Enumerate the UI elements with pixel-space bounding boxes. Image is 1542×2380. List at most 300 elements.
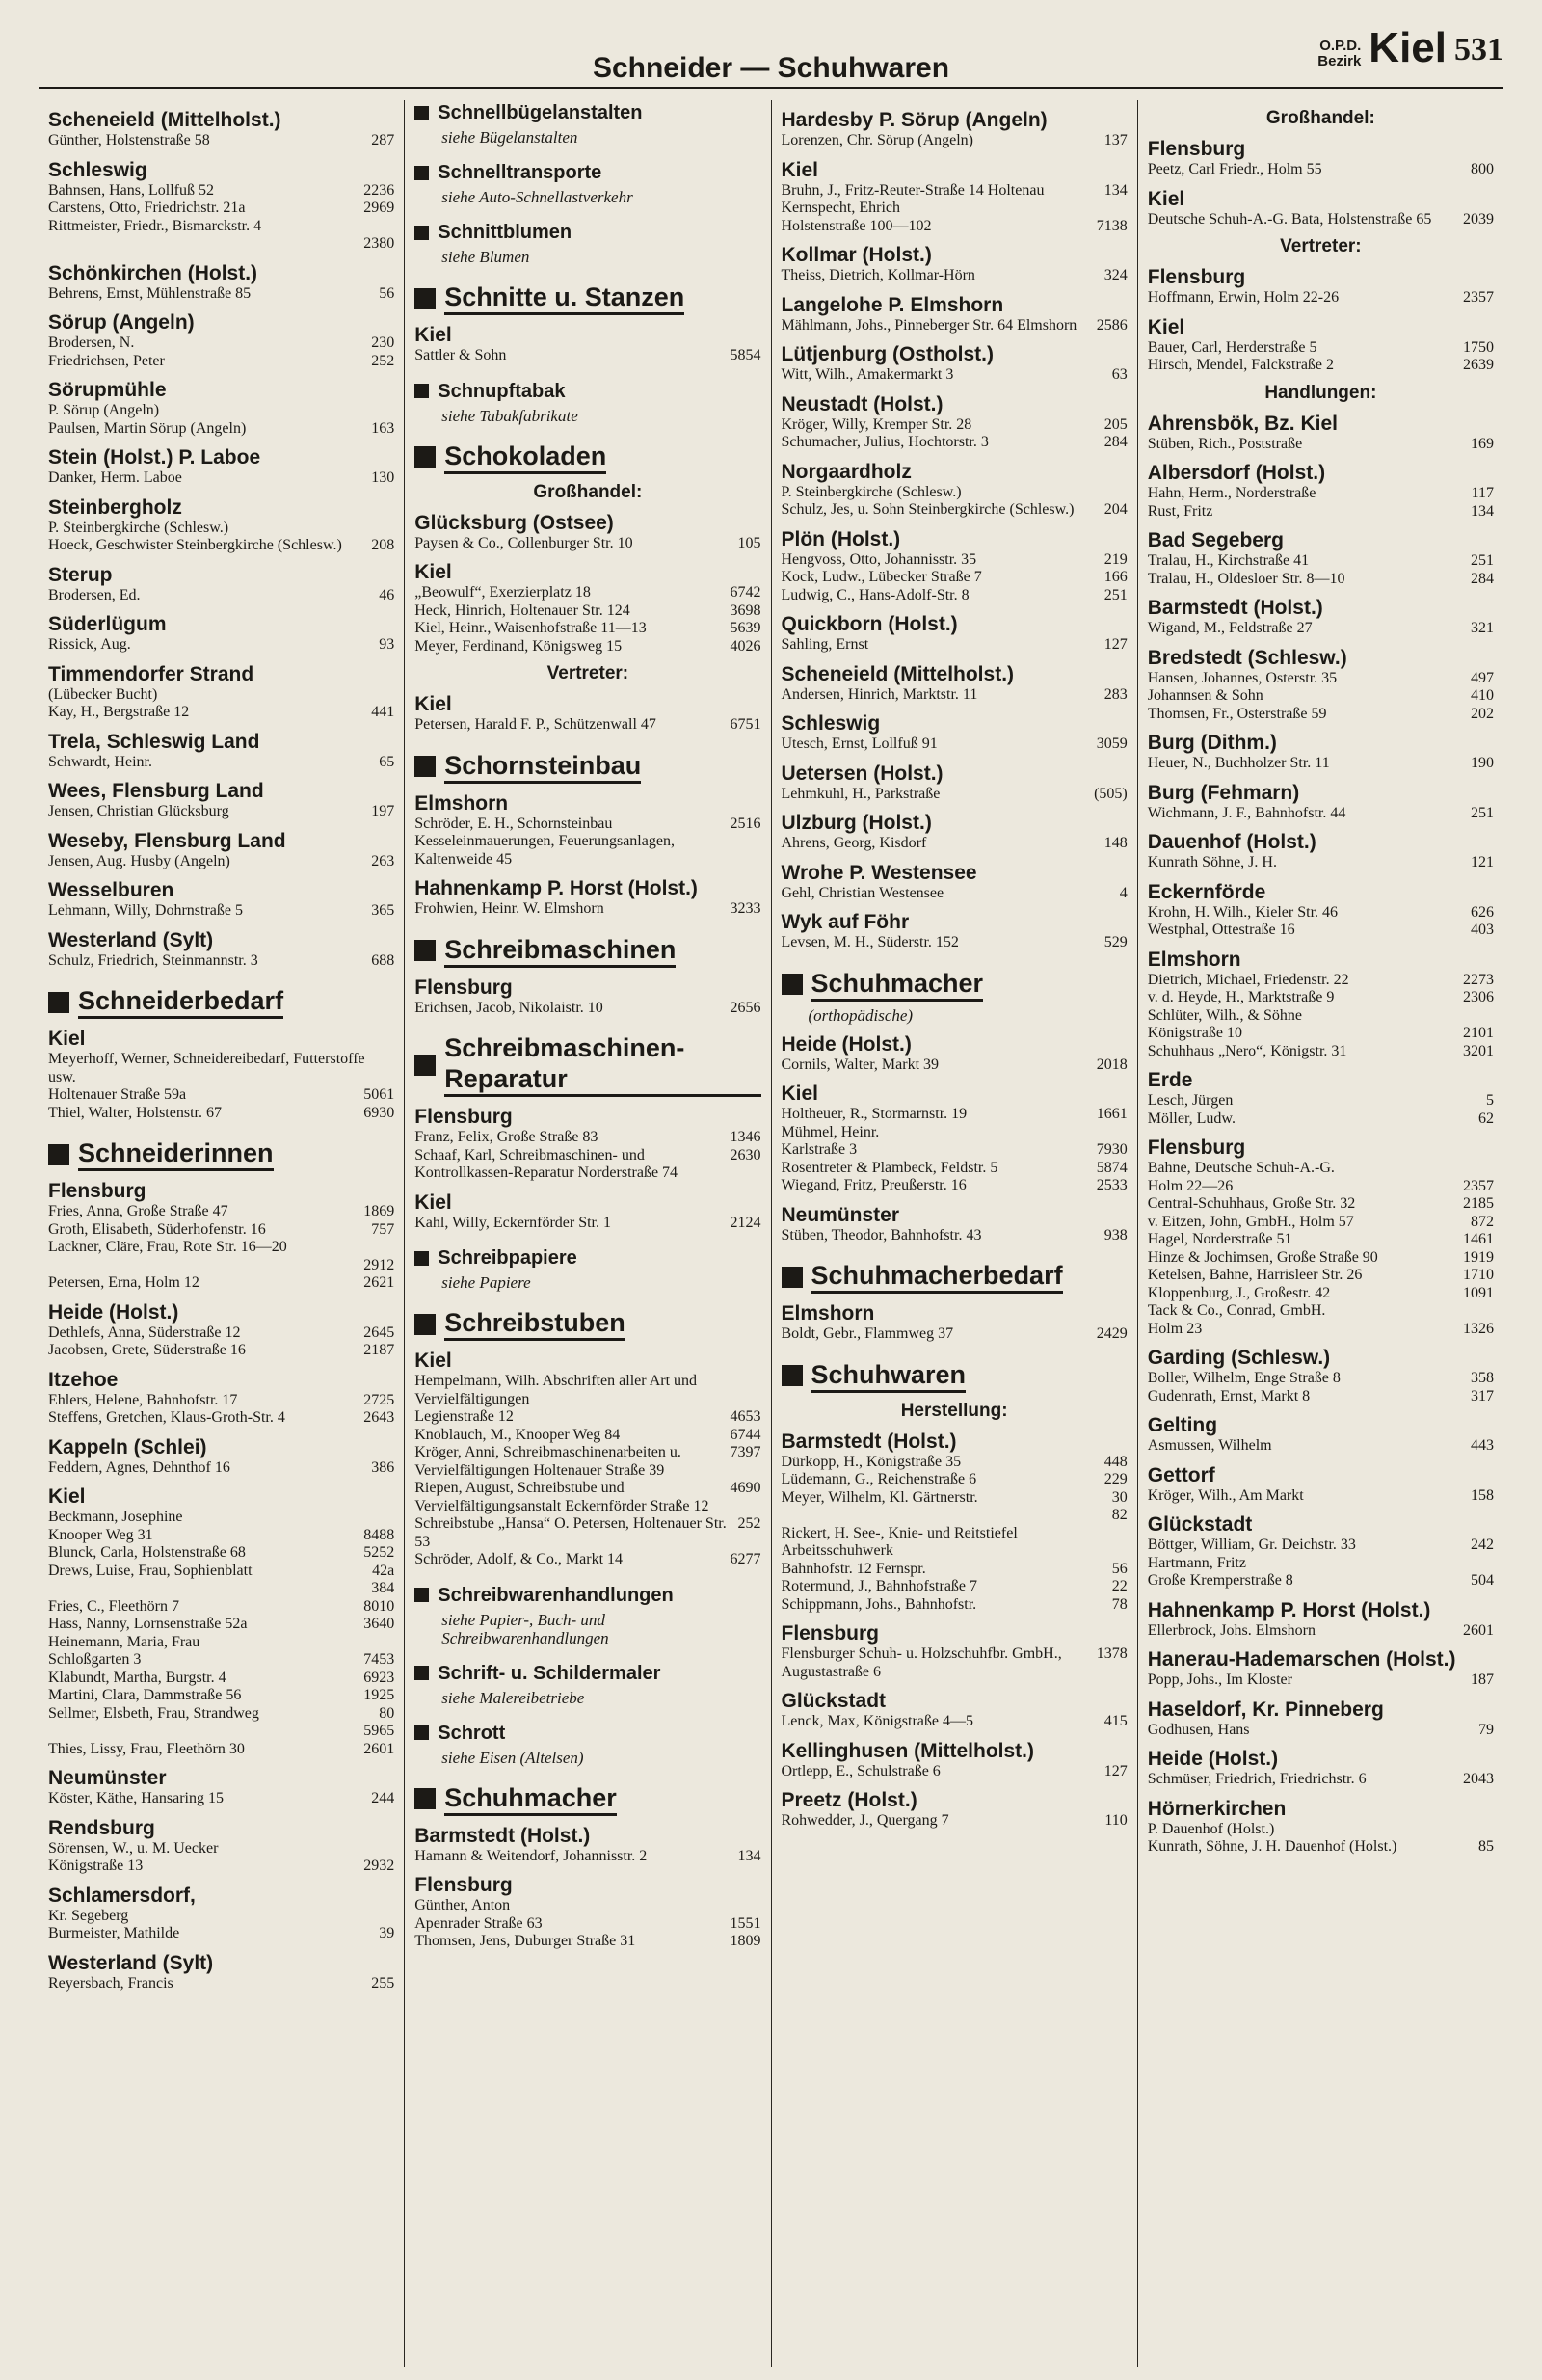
list-item <box>48 1051 394 1086</box>
section-heading <box>414 222 760 243</box>
list-item <box>1148 485 1494 503</box>
entry-text: Franz, Felix, Große Straße 83 <box>414 1129 598 1145</box>
list-item <box>1148 1231 1494 1249</box>
list-item <box>48 182 394 201</box>
list-item <box>48 1563 394 1581</box>
entry-text: Tralau, H., Oldesloer Str. 8—10 <box>1147 570 1345 587</box>
place-heading: Steinbergholz <box>48 495 182 519</box>
place-heading: Glücksburg (Ostsee) <box>414 511 614 534</box>
phone-number: 197 <box>371 803 395 819</box>
place-heading: Barmstedt (Holst.) <box>414 1824 591 1847</box>
place-heading: Flensburg <box>1147 138 1246 160</box>
entry-text: Hahn, Herm., Norderstraße <box>1147 485 1316 501</box>
entry-text: Central-Schuhhaus, Große Str. 32 <box>1147 1195 1356 1212</box>
list-item <box>782 551 1128 570</box>
list-item <box>1148 289 1494 308</box>
place-heading: Haseldorf, Kr. Pinneberg <box>1147 1698 1384 1721</box>
section-note: siehe Eisen (Altelsen) <box>441 1748 584 1767</box>
list-item <box>48 1840 394 1859</box>
phone-number: 4653 <box>730 1408 761 1425</box>
phone-number: 166 <box>1103 569 1128 585</box>
list-item <box>48 1392 394 1410</box>
phone-number: 30 <box>1111 1488 1128 1506</box>
section-bullet-icon <box>414 1666 429 1680</box>
entry-text <box>48 235 356 254</box>
place-heading: Kiel <box>414 324 452 346</box>
place-heading: Neumünster <box>48 1767 167 1789</box>
phone-number: 263 <box>371 852 395 869</box>
entry-text: Jacobsen, Grete, Süderstraße 16 <box>48 1342 246 1358</box>
phone-number: 1661 <box>1096 1106 1128 1122</box>
section-heading <box>414 1723 760 1744</box>
place-heading: Flensburg <box>414 976 513 999</box>
list-item <box>782 1325 1128 1344</box>
subsection-heading: Großhandel: <box>1265 108 1375 128</box>
list-item <box>48 1925 394 1943</box>
list-item <box>1148 922 1494 940</box>
list-item <box>48 1858 394 1876</box>
entry-text: Meyer, Ferdinand, Königsweg 15 <box>414 637 623 655</box>
phone-number: 127 <box>1103 1762 1128 1779</box>
page-header <box>39 25 1503 89</box>
entry-text: Schuhhaus „Nero“, Königstr. 31 <box>1147 1042 1347 1059</box>
entry-text: Rosentreter & Plambeck, Feldstr. 5 <box>781 1159 998 1176</box>
entry-text: Brodersen, Ed. <box>48 586 141 603</box>
entry-text: Witt, Wilh., Amakermarkt 3 <box>781 366 954 383</box>
place-heading: Heide (Holst.) <box>48 1300 179 1324</box>
entry-text: Ehlers, Helene, Bahnhofstr. 17 <box>48 1391 238 1408</box>
entry-text: Schmüser, Friedrich, Friedrichstr. 6 <box>1147 1771 1367 1787</box>
list-item <box>1148 211 1494 229</box>
entry-text: Hagel, Norderstraße 51 <box>1147 1231 1292 1247</box>
entry-text: Heck, Hinrich, Holtenauer Str. 124 <box>414 602 630 619</box>
list-item <box>48 1274 394 1293</box>
place-heading: Burg (Fehmarn) <box>1147 781 1300 804</box>
entry-text: Kock, Ludw., Lübecker Straße 7 <box>781 569 982 585</box>
place-heading: Ahrensbök, Bz. Kiel <box>1147 412 1338 435</box>
subsection-heading: Vertreter: <box>1280 236 1362 256</box>
list-item <box>782 786 1128 804</box>
phone-number: 2187 <box>363 1342 395 1358</box>
list-item <box>782 182 1128 201</box>
entry-text: Rissick, Aug. <box>48 636 131 653</box>
section-note: siehe Blumen <box>441 248 530 266</box>
place-heading: Weseby, Flensburg Land <box>48 829 286 852</box>
list-item <box>48 1544 394 1563</box>
phone-number: 79 <box>1478 1721 1494 1738</box>
list-item <box>414 1427 760 1445</box>
entry-text: Königstraße 10 <box>1147 1025 1242 1041</box>
entry-text: Boldt, Gebr., Flammweg 37 <box>781 1325 954 1342</box>
list-item <box>48 803 394 821</box>
phone-number: 62 <box>1478 1110 1494 1127</box>
phone-number: 688 <box>371 951 395 969</box>
section-note: siehe Papier-, Buch- und Schreibwarenhandlungen <box>441 1610 609 1647</box>
entry-text: Kröger, Wilh., Am Markt <box>1147 1486 1304 1504</box>
list-item <box>1148 687 1494 706</box>
list-item <box>414 1848 760 1866</box>
list-item <box>1148 1178 1494 1196</box>
phone-number: 1809 <box>730 1933 761 1949</box>
list-item <box>48 754 394 772</box>
list-item <box>48 902 394 921</box>
phone-number: 5 <box>1486 1092 1494 1109</box>
entry-text: Andersen, Hinrich, Marktstr. 11 <box>781 685 978 703</box>
entry-text: v. Eitzen, John, GmbH., Holm 57 <box>1147 1213 1354 1230</box>
list-item <box>48 1239 394 1257</box>
list-item <box>414 347 760 365</box>
phone-number: 244 <box>371 1790 395 1806</box>
entry-text: Theiss, Dietrich, Kollmar-Hörn <box>781 267 975 283</box>
place-heading: Timmendorfer Strand <box>48 662 254 685</box>
entry-text: Deutsche Schuh-A.-G. Bata, Holstenstraße 65 <box>1147 210 1432 227</box>
phone-number: 1091 <box>1463 1284 1494 1301</box>
entry-text: Dietrich, Michael, Friedenstr. 22 <box>1147 971 1349 988</box>
entry-text: Bahnsen, Hans, Lollfuß 52 <box>48 181 214 199</box>
list-item <box>1148 854 1494 872</box>
phone-number: 230 <box>371 334 395 351</box>
place-heading: Scheneield (Mittelholst.) <box>48 109 281 131</box>
entry-text: Rust, Fritz <box>1147 502 1213 520</box>
list-item <box>782 1561 1128 1579</box>
phone-number: 78 <box>1111 1595 1128 1613</box>
entry-text: Sahling, Ernst <box>781 636 869 653</box>
entry-text: Meyerhoff, Werner, Schneidereibedarf, Futterstoffe usw. <box>48 1051 365 1085</box>
place-heading: Hahnenkamp P. Horst (Holst.) <box>414 877 698 899</box>
section-title: Schneiderinnen <box>78 1137 274 1171</box>
phone-number: 190 <box>1471 755 1494 771</box>
entry-text: Behrens, Ernst, Mühlenstraße 85 <box>48 284 252 302</box>
section-title: Schuhmacher <box>811 968 984 1002</box>
list-item <box>48 1324 394 1343</box>
section-heading <box>414 934 760 968</box>
entry-text: Feddern, Agnes, Dehnthof 16 <box>48 1458 230 1476</box>
entry-text: Bruhn, J., Fritz-Reuter-Straße 14 Holtenau <box>781 181 1045 199</box>
list-item <box>1148 1622 1494 1641</box>
section-title: Schrift- u. Schildermaler <box>438 1662 661 1684</box>
phone-number: 2656 <box>730 999 761 1016</box>
place-heading: Erde <box>1147 1069 1193 1091</box>
section-heading <box>414 1247 760 1269</box>
list-item <box>782 1713 1128 1731</box>
entry-text: Lenck, Max, Königstraße 4—5 <box>781 1713 974 1729</box>
phone-number: 2273 <box>1463 971 1494 988</box>
section-bullet-icon <box>414 384 429 398</box>
phone-number: 410 <box>1471 687 1494 704</box>
phone-number: 2639 <box>1463 357 1494 373</box>
phone-number: 6751 <box>730 716 761 733</box>
entry-text: Hansen, Johannes, Osterstr. 35 <box>1147 669 1338 686</box>
place-heading: Kiel <box>1147 315 1185 338</box>
section-note: siehe Bügelanstalten <box>441 128 578 147</box>
phone-number: 386 <box>371 1458 395 1476</box>
entry-text: Dürkopp, H., Königstraße 35 <box>781 1453 962 1470</box>
list-item <box>48 704 394 722</box>
section-bullet-icon <box>414 226 429 240</box>
section-title: Schnittblumen <box>438 222 572 243</box>
entry-text: Schröder, E. H., Schornsteinbau Kesseleinmauerungen, Feuerungsanlagen, Kaltenweide 45 <box>414 815 675 868</box>
phone-number: 22 <box>1111 1578 1128 1594</box>
list-item <box>48 1409 394 1428</box>
entry-text: Möller, Ludw. <box>1147 1110 1236 1127</box>
list-item <box>414 1897 760 1915</box>
entry-text: Kröger, Willy, Kremper Str. 28 <box>781 415 972 433</box>
list-item <box>782 1525 1128 1561</box>
list-item <box>414 1515 760 1551</box>
entry-text: Thomsen, Jens, Duburger Straße 31 <box>414 1933 636 1949</box>
section-heading <box>782 1260 1128 1294</box>
list-item <box>1148 1043 1494 1061</box>
place-heading: Gelting <box>1147 1414 1218 1436</box>
list-item <box>782 1177 1128 1195</box>
list-item <box>782 218 1128 236</box>
place-heading: Kellinghusen (Mittelholst.) <box>781 1739 1034 1762</box>
place-heading: Barmstedt (Holst.) <box>781 1430 957 1453</box>
entry-text: Reyersbach, Francis <box>48 1974 173 1992</box>
phone-number: 6744 <box>730 1426 761 1443</box>
entry-text: Blunck, Carla, Holstenstraße 68 <box>48 1544 246 1561</box>
entry-text: Sattler & Sohn <box>414 347 507 363</box>
list-item <box>782 569 1128 587</box>
entry-text: Sörensen, W., u. M. Uecker <box>48 1839 219 1857</box>
list-item <box>1148 1838 1494 1857</box>
list-item <box>1148 670 1494 688</box>
phone-number: 365 <box>371 902 395 919</box>
opd-district-label <box>1317 39 1361 69</box>
entry-text: Rickert, H. See-, Knie- und Reitstiefel Arbeitsschuhwerk <box>781 1524 1018 1559</box>
bezirk-label: Bezirk <box>1317 53 1362 69</box>
list-item <box>48 353 394 371</box>
phone-number: 4690 <box>730 1480 761 1496</box>
phone-number: 2912 <box>363 1256 395 1273</box>
phone-number: 117 <box>1471 485 1494 501</box>
section-heading <box>414 281 760 315</box>
list-item <box>782 434 1128 452</box>
entry-text: Hartmann, Fritz <box>1147 1554 1246 1571</box>
phone-number: 3233 <box>730 900 761 917</box>
section-note: siehe Auto-Schnellastverkehr <box>441 188 633 206</box>
entry-text <box>48 1580 363 1598</box>
list-item <box>48 132 394 150</box>
entry-text: Levsen, M. H., Süderstr. 152 <box>781 934 959 950</box>
list-item <box>1148 1007 1494 1026</box>
entry-text: Petersen, Harald F. P., Schützenwall 47 <box>414 716 656 733</box>
entry-text: Brodersen, N. <box>48 334 135 351</box>
entry-text: Rohwedder, J., Quergang 7 <box>781 1812 949 1829</box>
phone-number: 148 <box>1103 835 1128 851</box>
entry-text: Paysen & Co., Collenburger Str. 10 <box>414 534 633 551</box>
place-heading: Glückstadt <box>1147 1513 1253 1536</box>
list-item <box>1148 1487 1494 1506</box>
place-heading: Elmshorn <box>414 791 509 815</box>
place-heading: Schleswig <box>781 712 881 735</box>
phone-number: 403 <box>1471 922 1494 938</box>
place-heading: Preetz (Holst.) <box>781 1789 917 1811</box>
list-item <box>48 218 394 236</box>
phone-number: 283 <box>1103 685 1128 703</box>
entry-text: Schulz, Friedrich, Steinmannstr. 3 <box>48 951 258 969</box>
list-item <box>48 1908 394 1926</box>
entry-text <box>782 1507 1104 1525</box>
place-heading: Kiel <box>48 1485 86 1508</box>
entry-text: Paulsen, Martin Sörup (Angeln) <box>48 419 247 437</box>
list-item <box>48 1459 394 1478</box>
list-item <box>48 853 394 871</box>
list-item <box>48 1651 394 1670</box>
place-heading: Bredstedt (Schlesw.) <box>1147 646 1347 669</box>
phone-number: 127 <box>1103 636 1128 653</box>
place-heading: Kiel <box>1147 187 1185 210</box>
entry-text: P. Steinbergkirche (Schlesw.) <box>48 519 229 536</box>
section-heading <box>414 1585 760 1606</box>
entry-text: Sellmer, Elsbeth, Frau, Strandweg <box>48 1704 259 1722</box>
entry-text: Danker, Herm. Laboe <box>48 469 182 486</box>
section-bullet-icon <box>414 288 436 309</box>
entry-text: Kunrath, Söhne, J. H. Dauenhof (Holst.) <box>1147 1838 1397 1855</box>
entry-text: Thomsen, Fr., Osterstraße 59 <box>1147 705 1327 722</box>
list-item <box>48 1203 394 1221</box>
list-item <box>414 638 760 656</box>
place-heading: Neustadt (Holst.) <box>781 392 944 415</box>
list-item <box>782 1160 1128 1178</box>
list-item <box>782 317 1128 335</box>
entry-text: Jensen, Aug. Husby (Angeln) <box>48 852 230 869</box>
place-heading: Hörnerkirchen <box>1147 1797 1287 1820</box>
entry-text: Knoblauch, M., Knooper Weg 84 <box>414 1426 621 1443</box>
section-title: Schreibmaschinen-Reparatur <box>444 1032 760 1097</box>
phone-number: 4 <box>1119 884 1128 901</box>
place-heading: Burg (Dithm.) <box>1147 732 1277 754</box>
entry-text: Westphal, Ottestraße 16 <box>1147 922 1295 938</box>
place-heading: Kiel <box>414 693 452 715</box>
entry-text: Frohwien, Heinr. W. Elmshorn <box>414 900 604 917</box>
list-item <box>1148 1555 1494 1573</box>
list-item <box>48 235 394 254</box>
entry-text: Peetz, Carl Friedr., Holm 55 <box>1147 161 1322 177</box>
list-item <box>782 200 1128 218</box>
phone-number: 497 <box>1471 669 1494 686</box>
place-heading: Eckernförde <box>1147 880 1266 903</box>
phone-number: 2185 <box>1463 1195 1494 1212</box>
entry-text: Tack & Co., Conrad, GmbH. <box>1147 1302 1326 1319</box>
list-item <box>414 1129 760 1147</box>
list-item <box>48 1741 394 1759</box>
phone-number: 2357 <box>1463 289 1494 306</box>
entry-text: Hirsch, Mendel, Falckstraße 2 <box>1147 357 1335 373</box>
section-bullet-icon <box>414 446 436 468</box>
entry-text: Schwardt, Heinr. <box>48 753 152 770</box>
phone-number: 65 <box>379 753 395 770</box>
entry-text: Klabundt, Martha, Burgstr. 4 <box>48 1669 226 1686</box>
phone-number: 255 <box>371 1974 395 1992</box>
phone-number: 317 <box>1471 1387 1494 1404</box>
phone-number: 4026 <box>730 637 761 655</box>
phone-number: 42a <box>372 1562 395 1579</box>
list-item <box>1148 1388 1494 1406</box>
phone-number: 7930 <box>1096 1141 1128 1158</box>
list-item <box>414 900 760 919</box>
list-item <box>1148 706 1494 724</box>
entry-text: Köster, Käthe, Hansaring 15 <box>48 1790 224 1806</box>
phone-number: 204 <box>1103 501 1128 518</box>
list-item <box>414 716 760 735</box>
list-item <box>48 952 394 971</box>
entry-text: Lehmann, Willy, Dohrnstraße 5 <box>48 902 243 919</box>
list-item <box>48 402 394 420</box>
phone-number: 6923 <box>363 1669 395 1686</box>
entry-text: Holtenauer Straße 59a <box>48 1086 187 1103</box>
list-item <box>48 1086 394 1105</box>
entry-text: Bauer, Carl, Herderstraße 5 <box>1147 338 1317 356</box>
phone-number: 1869 <box>363 1203 395 1219</box>
entry-text: Carstens, Otto, Friedrichstr. 21a <box>48 200 246 216</box>
entry-text: Petersen, Erna, Holm 12 <box>48 1274 199 1291</box>
section-title: Schnelltransporte <box>438 162 602 183</box>
list-item <box>782 1812 1128 1831</box>
phone-number: 757 <box>371 1220 395 1238</box>
place-heading: Kiel <box>781 1083 819 1105</box>
section-bullet-icon <box>782 1365 803 1386</box>
entry-text: Kloppenburg, J., Großestr. 42 <box>1147 1284 1331 1301</box>
phone-number: 6930 <box>363 1104 395 1121</box>
place-heading: Kiel <box>48 1028 86 1050</box>
entry-text: Lehmkuhl, H., Parkstraße <box>781 785 941 802</box>
phone-number: 2630 <box>730 1146 761 1163</box>
entry-text: P. Dauenhof (Holst.) <box>1147 1820 1275 1837</box>
section-bullet-icon <box>414 166 429 180</box>
page-locator <box>1317 24 1503 71</box>
phone-number: 7397 <box>730 1444 761 1460</box>
phone-number: 8488 <box>363 1526 395 1543</box>
phone-number: 134 <box>737 1847 761 1864</box>
phone-number: 1551 <box>730 1914 761 1932</box>
list-item <box>414 1551 760 1569</box>
subsection-heading: Vertreter: <box>546 663 629 683</box>
phone-number: 110 <box>1104 1812 1128 1829</box>
phone-number: 2725 <box>363 1391 395 1408</box>
list-item <box>1148 339 1494 358</box>
list-item <box>782 267 1128 285</box>
phone-number: 1750 <box>1463 338 1494 356</box>
entry-text: Hass, Nanny, Lornsenstraße 52a <box>48 1616 248 1632</box>
list-item <box>782 1507 1128 1525</box>
list-item <box>1148 357 1494 375</box>
list-item <box>1148 1195 1494 1214</box>
section-title: Schreibstuben <box>444 1307 625 1341</box>
entry-text: Holstenstraße 100—102 <box>781 217 932 234</box>
list-item <box>1148 1771 1494 1789</box>
phone-number: 2932 <box>363 1858 395 1874</box>
section-title: Schnupftabak <box>438 380 566 402</box>
entry-text: Johannsen & Sohn <box>1147 687 1263 704</box>
entry-text: Krohn, H. Wilh., Kieler Str. 46 <box>1147 903 1339 921</box>
phone-number: 2306 <box>1463 989 1494 1005</box>
list-item <box>782 934 1128 952</box>
entry-text: v. d. Heyde, H., Marktstraße 9 <box>1147 989 1335 1005</box>
entry-text: Kahl, Willy, Eckernförder Str. 1 <box>414 1214 611 1231</box>
entry-text: Ellerbrock, Johs. Elmshorn <box>1147 1621 1316 1639</box>
column-3 <box>772 100 1138 2367</box>
phone-number: (505) <box>1094 785 1128 802</box>
phone-number: 1346 <box>730 1129 761 1145</box>
section-title: Schuhmacherbedarf <box>811 1260 1063 1294</box>
place-heading: Ulzburg (Holst.) <box>781 812 932 834</box>
phone-number: 3640 <box>363 1616 395 1632</box>
phone-number: 938 <box>1103 1226 1128 1243</box>
list-item <box>1148 1025 1494 1043</box>
entry-text: Thies, Lissy, Frau, Fleethörn 30 <box>48 1740 245 1757</box>
list-item <box>782 1471 1128 1489</box>
